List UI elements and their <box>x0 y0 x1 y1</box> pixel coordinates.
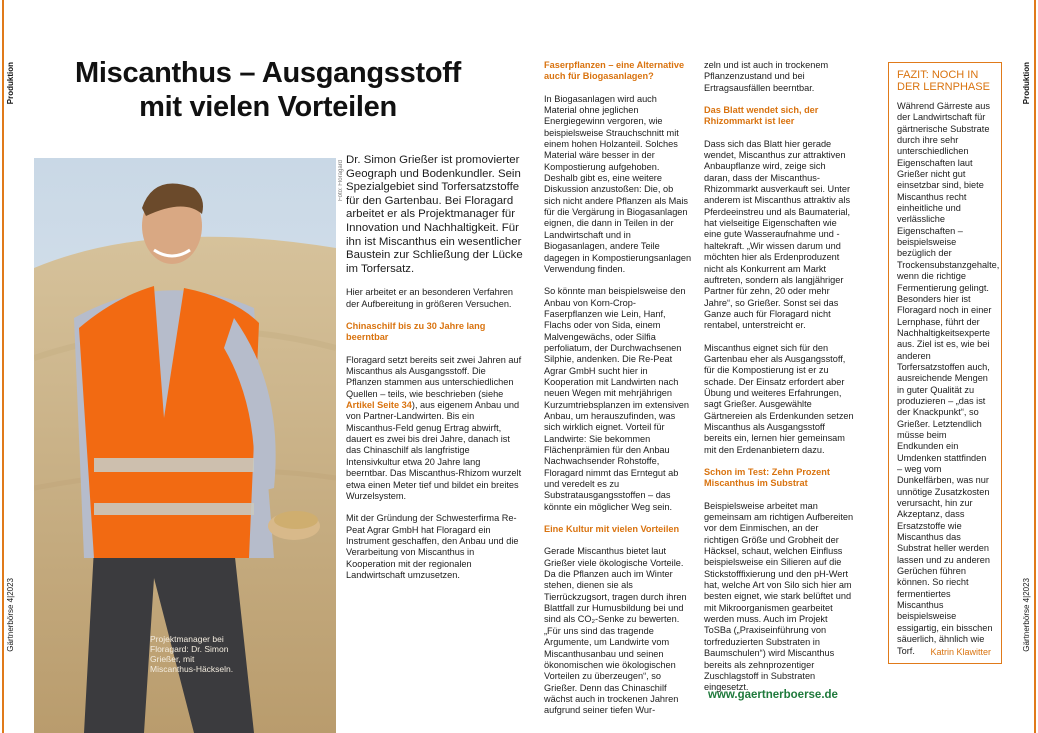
subheading: Eine Kultur mit vielen Vorteilen <box>544 524 680 535</box>
paragraph <box>346 355 524 502</box>
paragraph: Mit der Gründung der Schwesterfirma Re-Peat Agrar GmbH hat Floragard ein Instrument geschaffen, den Anbau und die Verarbeitung von Miscanthus in Kooperation mit der regionalen Landwirtschaft umzusetzen. <box>346 513 519 580</box>
paragraph: Hier arbeitet er an besonderen Verfahren der Aufbereitung in größeren Versuchen. <box>346 287 514 309</box>
paragraph-text: Floragard setzt bereits seit zwei Jahren auf Miscanthus als Ausgangsstoff. Die Pflanzen stammen aus unterschiedlichen Quellen – teils, wie beschrieben (siehe <box>346 354 522 399</box>
left-page-edge <box>2 0 4 733</box>
issue-label-left: Gärtnerbörse 4|2023 <box>6 578 15 652</box>
paragraph: Dass sich das Blatt hier gerade wendet, Miscanthus zur attraktiven Anbaupflanze wird, zeige sich daran, dass der Miscanthus-Rhizommarkt ausverkauft sei. Unter anderem ist Miscanthus attraktiv als Pferdeeinstreu und als Baumaterial, hat vielseitige Eigenschaften wie eine gute Wasseraufnahme und -haltekraft. „Wir wissen darum und möchten hier als Erdenproduzent nicht als Konkurrent am Markt auftreten, sondern als langjähriger Partner für zehn, 20 oder mehr Jahre“, so Grießer. Sonst sei das Ganze auch für Floragard nicht rentabel, unterstreicht er. <box>704 138 851 331</box>
subheading: Das Blatt wendet sich, der Rhizommarkt ist leer <box>704 105 819 127</box>
column-3 <box>704 60 854 705</box>
section-label-right: Produktion <box>1022 62 1031 105</box>
paragraph: Miscanthus eignet sich für den Gartenbau eher als Ausgangsstoff, für die Kompostierung ist er zu schade. Der Einsatz erfordert aber Übung und weiteres Erfahrungen, sagt Grießer. Ausgewählte Gärtnereien als Erdenkunden setzen Miscanthus als Ausgangsstoff bereits ein, lernen hier gemeinsam mit den Erdenanbietern dazu. <box>704 342 854 455</box>
paragraph: So könnte man beispielsweise den Anbau von Korn-Crop-Faserpflanzen wie Lein, Hanf, Flachs oder von Sida, einem Malvengewächs, oder Silfia perfoliatum, der Durchwachsenen Silphie, andenken. Die Re-Peat Agrar GmbH sucht hier in Kooperation mit Landwirten nach neuen Wegen mit mehrjährigen Kurzumtriebsplanzen im extensiven Anbau, um herauszufinden, was sich wirklich eignet. Vorteil für Landwirte: Sie bekommen Flächenprämien für den Anbau Nachwachsender Rohstoffe, Floragard nimmt das Erntegut ab und veredelt es zu Substratausgangsstoffen – das könnte ein möglicher Weg sein. <box>544 286 690 512</box>
fazit-text: Während Gärreste aus der Landwirtschaft für gärtnerische Substrate durch ihre sehr unterschiedlichen Eigenschaften laut Grießer nicht gut einsetzbar sind, biete Miscanthus recht einheitliche und verlässliche Eigenschaften – beispielsweise bezüglich der Trockensubstanzgehalte, wenn die richtige Fermentierung gelingt. Besonders hier ist Floragard noch in einer Lernphase, führt der Nachhaltigkeitsexperte aus. Ziel ist es, wie bei anderen Torfersatzstoffen auch, ausreichende Mengen in guter Qualität zu produzieren – „das ist der Knackpunkt“, so Grießer. Letztendlich müsse beim Endkunden ein Umdenken stattfinden – weg vom Dunkelfärben, was nur unnötige Zusatzkosten verursacht, hin zur Akzeptanz, dass Ersatzstoffe wie Miscanthus das Substrat heller werden lassen und zu anderen Gerüchen führen können. So riecht fermentiertes Miscanthus beispielsweise essigartig, ein bisschen säuerlich, ähnlich wie Torf. <box>897 101 1000 656</box>
issue-label-right: Gärtnerbörse 4|2023 <box>1022 578 1031 652</box>
author-name: Katrin Klawitter <box>930 647 991 657</box>
column-2 <box>544 60 692 728</box>
article-headline: Miscanthus – Ausgangsstoff mit vielen Vorteilen <box>75 57 461 123</box>
right-page-edge <box>1034 0 1036 733</box>
photo-credit: Foto: Floragard <box>338 160 344 202</box>
subheading: Chinaschilf bis zu 30 Jahre lang beerntbar <box>346 321 486 343</box>
paragraph: Beispielsweise arbeitet man gemeinsam am richtigen Aufbereiten vor dem Einmischen, an der richtigen Größe und Grobheit der Häcksel, schaut, welchen Einfluss beispielsweise ein Silieren auf die Stickstofffixierung und den pH-Wert hat, welche Art von Silo sich hier am besten eignet, wie stark belüftet und mit Mikroorganismen gearbeitet werden muss. Auch im Projekt ToSBa („Praxiseinführung von torfreduzierten Substraten in Baumschulen“) wird Miscanthus bereits als zehnprozentiger Zuschlagstoff in Substraten eingesetzt. <box>704 500 854 693</box>
article-reference-link[interactable]: Artikel Seite 34 <box>346 400 412 411</box>
paragraph-text: ), aus eigenem Anbau und von Partner-Landwirten. Bis ein Miscanthus-Feld genug Ertrag abwirft, dauert es zwei bis drei Jahre, danach ist das Chinaschilf als langfristige Intensivkultur etwa 20 Jahre lang beerntbar. Das Miscanthus-Rhizom wurzelt etwa einen Meter tief und bildet ein breites Wurzelsystem. <box>346 400 522 501</box>
section-label-left: Produktion <box>6 62 15 105</box>
paragraph: zeln und ist auch in trockenem Pflanzenzustand und bei Ertragsausfällen beerntbar. <box>704 60 829 93</box>
photo-caption: Projektmanager bei Floragard: Dr. Simon Grießer, mit Miscanthus-Häckseln. <box>150 634 234 674</box>
column-1 <box>346 154 524 592</box>
fazit-box <box>888 62 1002 664</box>
subheading: Schon im Test: Zehn Prozent Miscanthus im Substrat <box>704 467 830 489</box>
paragraph: In Biogasanlagen wird auch Material ohne jeglichen Energiegewinn vergoren, wie beispielsweise Strauchschnitt mit einem hohen Holzanteil. Solches Material wäre besser in der Kompostierung aufgehoben. Deshalb gibt es, eine weitere Diskussion anzustoßen: Die, ob sich nicht andere Pflanzen als Mais für die Vergärung in Biogasanlagen eignen, die dann in Teilen in der Landwirtschaft und in Biogasanlagen, andere Teile dagegen in Kompostierungsanlagen Verwendung finden. <box>544 93 692 274</box>
paragraph: Gerade Miscanthus bietet laut Grießer viele ökologische Vorteile. Da die Pflanzen auch im Winter stehen, dienen sie als Tierrückzugsort, tragen durch ihren Blattfall zur Humusbildung bei und sind als CO₂-Senke zu bewerten. „Für uns sind das tragende Argumente, um Landwirte vom Miscanthusanbau und seinen ökonomischen wie ökologischen Vorteilen zu überzeugen“, so Grießer. Denn das Chinaschilf wächst auch in trockenen Jahren aufgrund seiner tiefen Wur- <box>544 546 687 716</box>
website-link[interactable]: www.gaertnerboerse.de <box>708 689 838 701</box>
subheading: Faserpflanzen – eine Alternative auch für Biogasanlagen? <box>544 60 685 82</box>
intro-paragraph: Dr. Simon Grießer ist promovierter Geograph und Bodenkundler. Sein Spezialgebiet sind Torfersatzstoffe für den Gartenbau. Bei Floragard arbeitet er als Projektmanager für Innovation und Nachhaltigkeit. Für ihn ist Miscanthus ein wesentlicher Baustein zur Schließung der Lücke im Torfersatz. <box>346 154 523 275</box>
fazit-title: FAZIT: NOCH IN DER LERNPHASE <box>897 69 990 93</box>
